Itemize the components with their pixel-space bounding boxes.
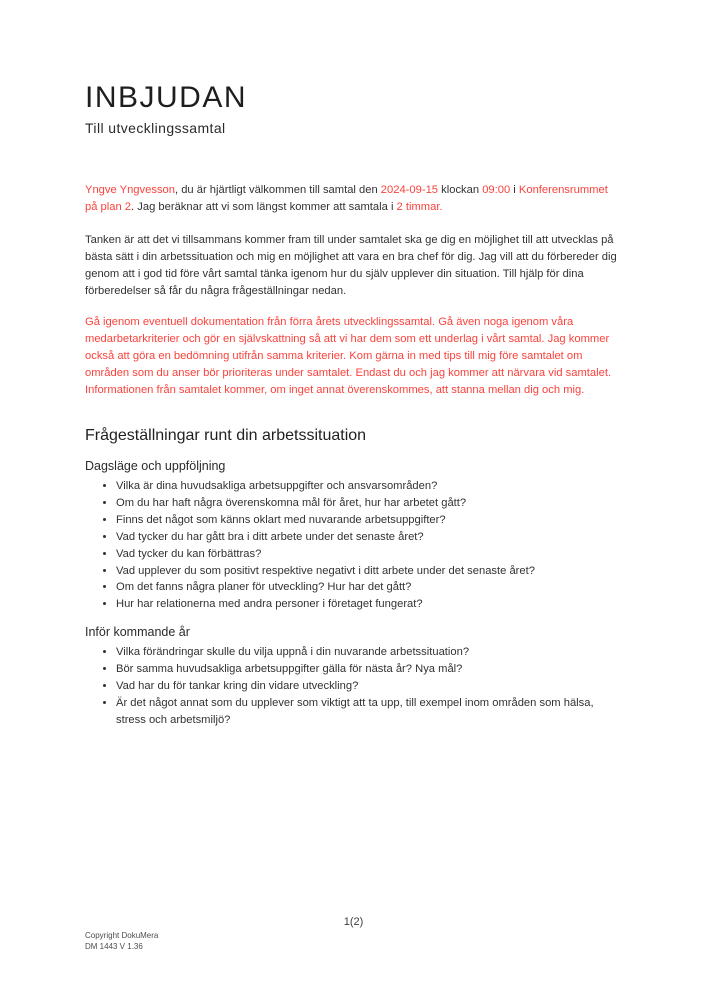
document-subtitle: Till utvecklingssamtal bbox=[85, 120, 226, 136]
copyright-text: Copyright DokuMera bbox=[85, 931, 159, 940]
document-content bbox=[85, 0, 623, 729]
highlighted-field-text: 2024-09-15 bbox=[380, 184, 439, 196]
page-number: 1(2) bbox=[343, 916, 364, 928]
highlighted-field-text: Yngve Yngvesson bbox=[85, 184, 175, 196]
document-title: INBJUDAN bbox=[85, 81, 248, 114]
highlighted-field-text: 09:00 bbox=[482, 184, 511, 196]
question-item: • Vad upplever du som positivt respektive negativt i ditt arbete under det senaste året? bbox=[116, 563, 623, 580]
subsection-title-current-status: Dagsläge och uppföljning bbox=[85, 459, 226, 473]
question-list-current-status bbox=[85, 478, 623, 613]
highlighted-field-text: Konferensrummet på plan 2 bbox=[85, 184, 608, 213]
highlighted-field-text: 2 timmar. bbox=[396, 201, 443, 213]
question-item: • Om det fanns några planer för utveckling? Hur har det gått? bbox=[116, 579, 623, 596]
plain-text: . Jag beräknar att vi som längst kommer att samtala i bbox=[131, 201, 397, 213]
questions-heading: Frågeställningar runt din arbetssituation bbox=[85, 427, 367, 444]
plain-text: , du är hjärtligt välkommen till samtal den bbox=[174, 184, 381, 196]
document-id: DM 1443 V 1.36 bbox=[85, 941, 143, 951]
plain-text: klockan bbox=[438, 184, 483, 196]
instructions-paragraph: Gå igenom eventuell dokumentation från förra årets utvecklingssamtal. Gå även noga igenom våra medarbetarkriterier och gör en självskattning så att vi har dem som ett underlag i vårt samtal. Jag kommer också att göra en bedömning utifrån samma kriterier. Kom gärna in med tips till mig före samtalet om områden som du anser bör prioriteras under samtalet. Endast du och jag kommer att närvara vid samtalet. Informationen från samtalet kommer, om inget annat överenskommes, att stanna mellan dig och mig. bbox=[85, 316, 612, 396]
intro-paragraph bbox=[85, 182, 623, 216]
purpose-paragraph: Tanken är att det vi tillsammans kommer fram till under samtalet ska ge dig en möjlighet till att utvecklas på bästa sätt i din arbetssituation och mig en möjlighet att vara en bra chef för dig. Jag vill att du förbereder dig genom att i god tid före vårt samtal tänka igenom hur du själv upplever din situation. Till hjälp för dina förberedelser så får du några frågeställningar nedan. bbox=[85, 234, 617, 297]
question-list-upcoming-year bbox=[85, 644, 623, 729]
question-item: • Vad har du för tankar kring din vidare utveckling? bbox=[116, 678, 623, 695]
question-item: • Vad tycker du har gått bra i ditt arbete under det senaste året? bbox=[116, 529, 623, 546]
question-item: • Hur har relationerna med andra personer i företaget fungerat? bbox=[116, 596, 623, 613]
question-item: • Vilka förändringar skulle du vilja uppnå i din nuvarande arbetssituation? bbox=[116, 644, 623, 661]
footer-meta bbox=[85, 931, 158, 952]
plain-text: i bbox=[510, 184, 519, 196]
question-item: • Vilka är dina huvudsakliga arbetsuppgifter och ansvarsområden? bbox=[116, 478, 623, 495]
subsection-title-upcoming-year: Inför kommande år bbox=[85, 625, 190, 640]
question-item: • Vad tycker du kan förbättras? bbox=[116, 546, 623, 563]
question-item: • Bör samma huvudsakliga arbetsuppgifter gälla för nästa år? Nya mål? bbox=[116, 661, 623, 678]
question-item: • Om du har haft några överenskomna mål för året, hur har arbetet gått? bbox=[116, 495, 623, 512]
question-item: • Finns det något som känns oklart med nuvarande arbetsuppgifter? bbox=[116, 512, 623, 529]
question-item: • Är det något annat som du upplever som viktigt att ta upp, till exempel inom områden som hälsa, stress och arbetsmiljö? bbox=[116, 695, 623, 729]
